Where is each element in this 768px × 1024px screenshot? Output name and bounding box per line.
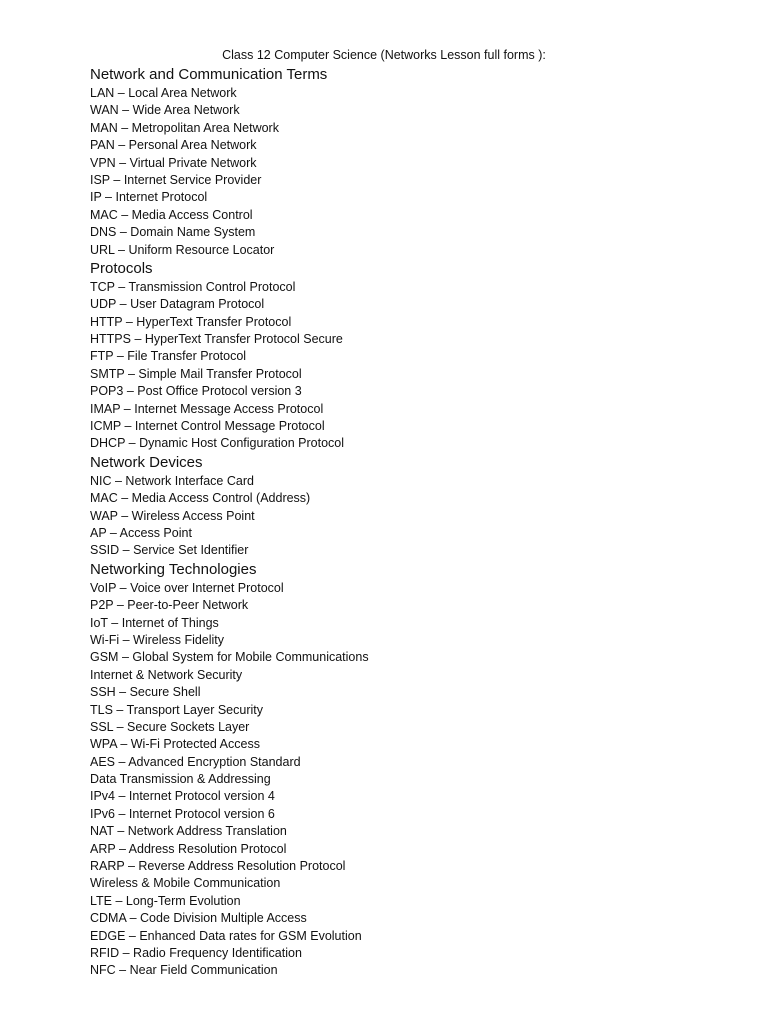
list-item: FTP – File Transfer Protocol [90,349,247,364]
list-item: Data Transmission & Addressing [90,772,271,787]
document-content [90,65,730,980]
list-item: WAP – Wireless Access Point [90,508,255,523]
list-item: UDP – User Datagram Protocol [90,297,265,312]
list-item: P2P – Peer-to-Peer Network [90,598,249,613]
list-item: TLS – Transport Layer Security [90,702,263,717]
list-item: IoT – Internet of Things [90,615,219,630]
list-item: RFID – Radio Frequency Identification [90,945,302,960]
list-item: IP – Internet Protocol [90,190,208,205]
list-item: GSM – Global System for Mobile Communications [90,650,369,665]
list-item: SSH – Secure Shell [90,685,201,700]
list-item: LTE – Long-Term Evolution [90,893,241,908]
section-heading: Network and Communication Terms [90,66,328,83]
section-heading: Network Devices [90,453,203,471]
list-item: NIC – Network Interface Card [90,473,254,488]
list-item: TCP – Transmission Control Protocol [90,279,296,294]
list-item: MAN – Metropolitan Area Network [90,120,279,135]
list-item: IMAP – Internet Message Access Protocol [90,401,324,416]
list-item: NFC – Near Field Communication [90,963,278,978]
list-item: NAT – Network Address Translation [90,824,287,839]
section-heading: Protocols [90,259,153,277]
list-item: SSL – Secure Sockets Layer [90,719,250,734]
list-item: Wi-Fi – Wireless Fidelity [90,632,225,647]
list-item: EDGE – Enhanced Data rates for GSM Evolution [90,928,362,943]
list-item: DHCP – Dynamic Host Configuration Protocol [90,436,345,451]
list-item: MAC – Media Access Control (Address) [90,491,311,506]
list-item: SSID – Service Set Identifier [90,543,249,558]
list-item: ICMP – Internet Control Message Protocol [90,419,325,434]
list-item: PAN – Personal Area Network [90,138,257,153]
list-item: Wireless & Mobile Communication [90,876,281,891]
section-heading: Networking Technologies [90,560,257,578]
list-item: WAN – Wide Area Network [90,103,240,118]
list-item: URL – Uniform Resource Locator [90,242,275,257]
list-item: SMTP – Simple Mail Transfer Protocol [90,366,302,381]
list-item: DNS – Domain Name System [90,225,256,240]
list-item: VPN – Virtual Private Network [90,155,257,170]
list-item: Internet & Network Security [90,667,243,682]
list-item: RARP – Reverse Address Resolution Protocol [90,859,346,874]
list-item: LAN – Local Area Network [90,86,237,100]
list-item: AES – Advanced Encryption Standard [90,754,301,769]
list-item: IPv6 – Internet Protocol version 6 [90,806,275,821]
list-item: HTTP – HyperText Transfer Protocol [90,314,292,329]
list-item: VoIP – Voice over Internet Protocol [90,580,284,595]
list-item: MAC – Media Access Control [90,207,253,222]
list-item: ARP – Address Resolution Protocol [90,841,287,856]
list-item: POP3 – Post Office Protocol version 3 [90,384,302,399]
list-item: CDMA – Code Division Multiple Access [90,911,307,926]
list-item: ISP – Internet Service Provider [90,172,262,187]
list-item: AP – Access Point [90,525,192,540]
list-item: IPv4 – Internet Protocol version 4 [90,789,275,804]
document-title: Class 12 Computer Science (Networks Lesson full forms ): [222,48,546,62]
list-item: WPA – Wi-Fi Protected Access [90,737,260,752]
list-item: HTTPS – HyperText Transfer Protocol Secure [90,332,343,347]
